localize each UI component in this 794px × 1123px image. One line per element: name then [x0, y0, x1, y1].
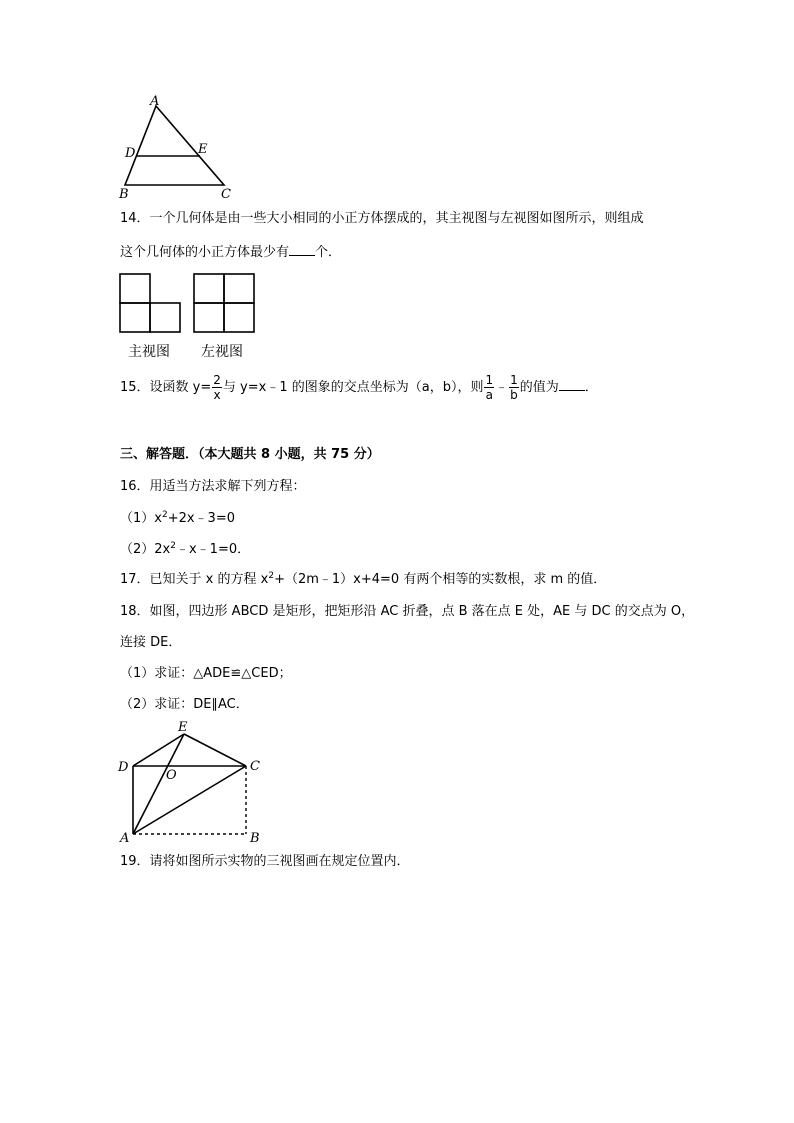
frac-den: a — [485, 388, 493, 402]
q14-line2 — [120, 243, 341, 262]
q18-line2: 连接 DE． — [120, 635, 182, 650]
q18-line1: 18．如图，四边形 ABCD 是矩形，把矩形沿 AC 折叠，点 B 落在点 E 处，AE 与 DC 的交点为 O， — [120, 604, 695, 619]
q16-part2 — [120, 541, 250, 559]
q14-line1: 14．一个几何体是由一些大小相同的小正方体摆成的，其主视图与左视图如图所示，则组成 — [120, 211, 644, 226]
fraction-1-over-a — [484, 373, 494, 402]
caption-left-view: 左视图 — [201, 344, 243, 360]
q16-p2-b: ﹣x﹣1=0． — [175, 542, 251, 557]
front-view-diagram — [118, 272, 184, 334]
q15-text — [120, 370, 598, 406]
q16-p2-a: （2）2x — [120, 542, 171, 557]
label-e: E — [178, 720, 188, 735]
q17-a: 17．已知关于 x 的方程 x — [120, 572, 269, 587]
caption-front-view: 主视图 — [128, 344, 170, 360]
rectangle-fold-figure — [114, 718, 264, 846]
label-d: D — [125, 146, 136, 161]
label-b: B — [119, 187, 129, 202]
q18-part1: （1）求证：△ADE≌△CED； — [120, 666, 292, 681]
frac-den: x — [213, 388, 221, 402]
q17-text — [120, 571, 606, 589]
label-a: A — [150, 94, 160, 109]
q15-mid: 与 y=x﹣1 的图象的交点坐标为（a，b），则 — [222, 380, 484, 395]
q18-part2: （2）求证：DE∥AC． — [120, 697, 249, 712]
left-view-diagram — [192, 272, 258, 334]
frac-num: 2 — [213, 373, 221, 387]
exponent: 2 — [268, 571, 275, 581]
label-c: C — [221, 187, 231, 202]
frac-num: 1 — [485, 373, 494, 387]
label-o: O — [166, 768, 177, 783]
q15-pre: 15．设函数 y= — [120, 380, 212, 395]
q14-line2-pre: 这个几何体的小正方体最少有 — [120, 245, 290, 260]
triangle-figure — [114, 92, 244, 204]
fraction-1-over-b — [509, 373, 519, 402]
q15-end: ． — [584, 380, 598, 395]
segment-ec — [184, 734, 246, 766]
q16-p1-a: （1）x — [120, 511, 162, 526]
q15-post: 的值为 — [519, 380, 559, 395]
q16-intro: 16．用适当方法求解下列方程： — [120, 479, 306, 494]
label-c: C — [250, 759, 260, 774]
answer-blank — [559, 378, 585, 391]
q16-p1-b: +2x﹣3=0 — [167, 511, 235, 526]
q14-line2-post: 个． — [315, 245, 342, 260]
label-e: E — [198, 142, 208, 157]
q15-minus: ﹣ — [495, 380, 509, 395]
label-b: B — [250, 831, 260, 846]
q17-b: +（2m﹣1）x+4=0 有两个相等的实数根，求 m 的值． — [274, 572, 607, 587]
exponent: 2 — [170, 541, 176, 551]
exponent: 2 — [161, 510, 168, 520]
fraction-2-over-x — [212, 373, 222, 402]
q19-text: 19．请将如图所示实物的三视图画在规定位置内． — [120, 854, 410, 869]
frac-num: 1 — [510, 373, 518, 387]
answer-blank — [289, 243, 315, 256]
label-d: D — [118, 760, 129, 775]
label-a: A — [120, 831, 130, 846]
triangle-abc — [125, 106, 224, 185]
frac-den: b — [510, 388, 518, 402]
section-3-title: 三、解答题．（本大题共 8 小题，共 75 分） — [120, 447, 380, 462]
q16-part1 — [120, 510, 235, 528]
